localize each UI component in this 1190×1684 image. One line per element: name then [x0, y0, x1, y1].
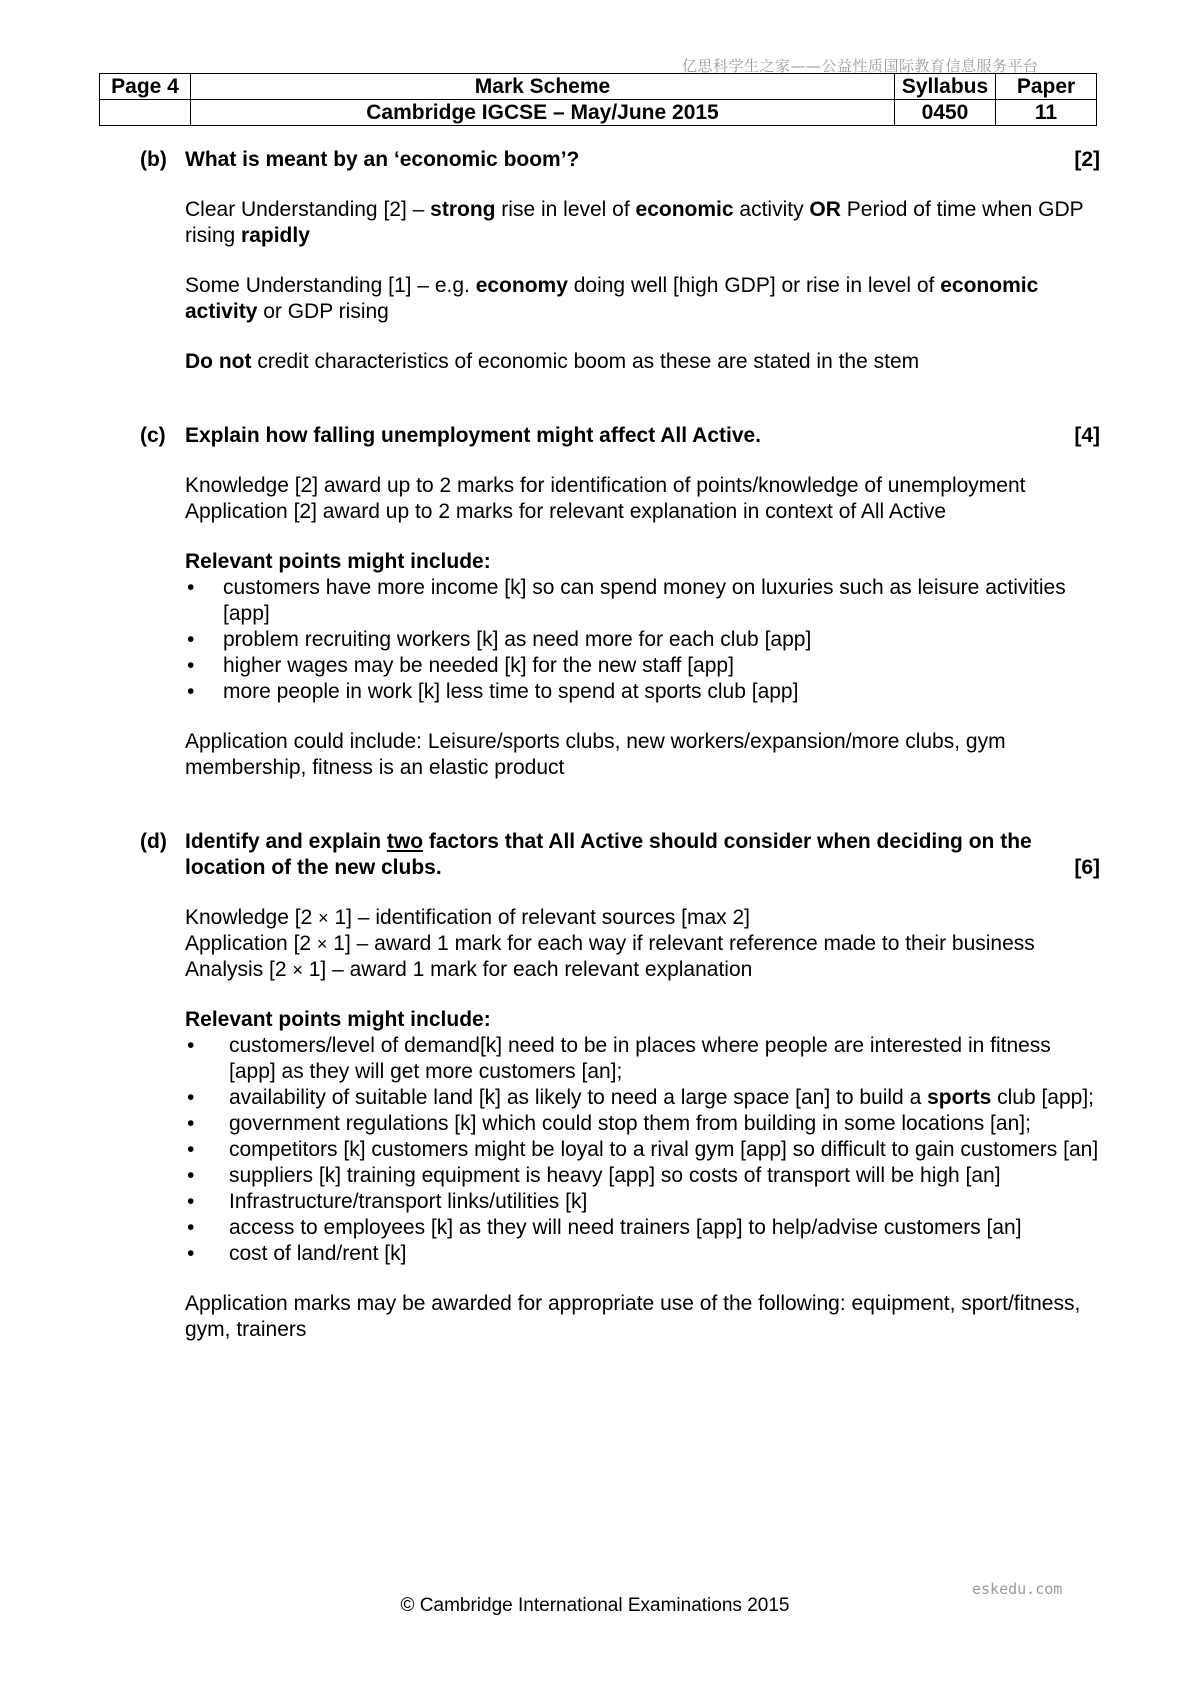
text: doing well [high GDP] or rise in level of [567, 274, 941, 297]
application-note-text: Application marks may be awarded for appropriate use of the following: equipment, sport/fitness, gym, trainers [185, 1292, 1081, 1341]
list-item [185, 1033, 1100, 1085]
bold-text: economy [475, 274, 568, 297]
paper-value: 11 [996, 100, 1097, 126]
bullet-icon: • [187, 680, 195, 703]
text: Period of time when GDP rising [185, 198, 1084, 247]
text: availability of suitable land [k] as likely to need a large space [an] to build a [229, 1086, 928, 1109]
bold-text: economic [635, 198, 734, 221]
relevant-points-heading: Relevant points might include: [185, 550, 491, 573]
bullet-icon: • [187, 1242, 195, 1265]
text: Clear Understanding [2] – [185, 198, 431, 221]
bullet-icon: • [187, 1216, 195, 1239]
question-d-heading [140, 829, 1100, 881]
point-text: customers have more income [k] so can spend money on luxuries such as leisure activities [app] [223, 576, 1066, 625]
point-text: access to employees [k] as they will need trainers [app] to help/advise customers [an] [229, 1216, 1022, 1239]
text: club [app]; [991, 1086, 1095, 1109]
text: 1] – identification of relevant sources [max 2] [328, 906, 751, 929]
text: factors that All Active should consider when deciding on the [423, 830, 1032, 853]
question-marks: [2] [1074, 148, 1100, 171]
text: rise in level of [495, 198, 636, 221]
question-text-line2: location of the new clubs. [185, 856, 442, 879]
bold-text: rapidly [241, 224, 310, 247]
bullet-icon: • [187, 1086, 195, 1109]
relevant-points-heading: Relevant points might include: [185, 1008, 491, 1031]
question-letter: (b) [140, 148, 167, 171]
list-item [185, 1085, 1100, 1111]
text: 1] – award 1 mark for each relevant explanation [302, 958, 753, 981]
clear-understanding [185, 197, 1100, 249]
point-text [229, 1085, 1094, 1111]
text: Application [2 [185, 932, 317, 955]
text: Analysis [2 [185, 958, 293, 981]
question-c-heading [140, 423, 1100, 449]
list-item [185, 1215, 1100, 1241]
point-text: problem recruiting workers [k] as need more for each club [app] [223, 628, 812, 651]
times-symbol: × [292, 960, 303, 980]
application-criterion: Application [2] award up to 2 marks for relevant explanation in context of All Active [185, 500, 947, 523]
text: credit characteristics of economic boom as these are stated in the stem [251, 350, 920, 373]
bullet-icon: • [187, 628, 195, 651]
list-item [185, 575, 1100, 627]
criteria [185, 905, 1100, 983]
syllabus-label: Syllabus [895, 74, 996, 100]
question-d [140, 829, 1100, 1343]
bold-text: strong [430, 198, 496, 221]
do-not-note [185, 349, 1100, 375]
some-understanding [185, 273, 1100, 325]
application-criterion [185, 931, 1100, 957]
bullet-icon: • [187, 1164, 195, 1187]
point-text: higher wages may be needed [k] for the new staff [app] [223, 654, 734, 677]
mark-scheme-content [140, 147, 1100, 1343]
point-text: Infrastructure/transport links/utilities [k] [229, 1190, 588, 1213]
bold-text: OR [809, 198, 841, 221]
text: Knowledge [2 [185, 906, 319, 929]
point-text: more people in work [k] less time to spend at sports club [app] [223, 680, 799, 703]
question-marks: [4] [1074, 424, 1100, 447]
question-c [140, 423, 1100, 781]
list-item [185, 653, 1100, 679]
question-text: Explain how falling unemployment might affect All Active. [185, 424, 762, 447]
question-b-heading [140, 147, 1100, 173]
list-item [185, 1241, 1100, 1267]
point-text: suppliers [k] training equipment is heavy [app] so costs of transport will be high [an] [229, 1164, 1001, 1187]
list-item [185, 1111, 1100, 1137]
header-table [99, 73, 1097, 126]
bullet-icon: • [187, 576, 195, 599]
bold-text: Do not [185, 350, 252, 373]
syllabus-value: 0450 [895, 100, 996, 126]
question-b [140, 147, 1100, 375]
question-text-line1 [185, 829, 1100, 855]
knowledge-criterion [185, 905, 1100, 931]
header-subtitle: Cambridge IGCSE – May/June 2015 [191, 100, 895, 126]
header-empty-cell [100, 100, 191, 126]
paper-label: Paper [996, 74, 1097, 100]
question-text: What is meant by an ‘economic boom’? [185, 148, 580, 171]
page-number: Page 4 [100, 74, 191, 100]
list-item [185, 1189, 1100, 1215]
bullet-icon: • [187, 654, 195, 677]
list-item [185, 1163, 1100, 1189]
text: Identify and explain [185, 830, 387, 853]
header-title: Mark Scheme [191, 74, 895, 100]
underlined-text: two [386, 830, 424, 853]
question-letter: (c) [140, 424, 166, 447]
question-letter: (d) [140, 830, 167, 853]
bold-text: sports [927, 1086, 992, 1109]
point-text: cost of land/rent [k] [229, 1242, 407, 1265]
application-note [185, 729, 1100, 781]
copyright-footer: © Cambridge International Examinations 2015 [400, 1595, 790, 1616]
bullet-icon: • [187, 1190, 195, 1213]
text: 1] – award 1 mark for each way if relevant reference made to their business [327, 932, 1035, 955]
times-symbol: × [316, 934, 328, 954]
text: activity [733, 198, 810, 221]
times-symbol: × [318, 908, 329, 928]
bullet-icon: • [187, 1034, 195, 1057]
criteria [185, 473, 1100, 525]
bullet-icon: • [187, 1138, 195, 1161]
application-note-text: Application could include: Leisure/sports clubs, new workers/expansion/more clubs, gym membership, fitness is an elastic product [185, 730, 1006, 779]
application-note [185, 1291, 1100, 1343]
list-item [185, 627, 1100, 653]
question-marks: [6] [1074, 856, 1100, 879]
bullet-icon: • [187, 1112, 195, 1135]
point-text: competitors [k] customers might be loyal to a rival gym [app] so difficult to gain customers [an] [229, 1138, 1099, 1161]
text: Some Understanding [1] – e.g. [185, 274, 476, 297]
bold-text: economic activity [185, 274, 1039, 323]
relevant-points-list [185, 1033, 1100, 1267]
list-item [185, 1137, 1100, 1163]
watermark-top: 亿思科学生之家——公益性质国际教育信息服务平台 [682, 57, 1039, 75]
point-text: government regulations [k] which could stop them from building in some locations [an]; [229, 1112, 1031, 1135]
watermark-bottom: eskedu.com [972, 1580, 1063, 1598]
knowledge-criterion: Knowledge [2] award up to 2 marks for identification of points/knowledge of unemployment [185, 474, 1026, 497]
analysis-criterion [185, 957, 1100, 983]
point-text: customers/level of demand[k] need to be in places where people are interested in fitness [app] as they will get more customers [an]; [229, 1034, 1051, 1083]
list-item [185, 679, 1100, 705]
text: or GDP rising [257, 300, 389, 323]
relevant-points-list [185, 575, 1100, 705]
